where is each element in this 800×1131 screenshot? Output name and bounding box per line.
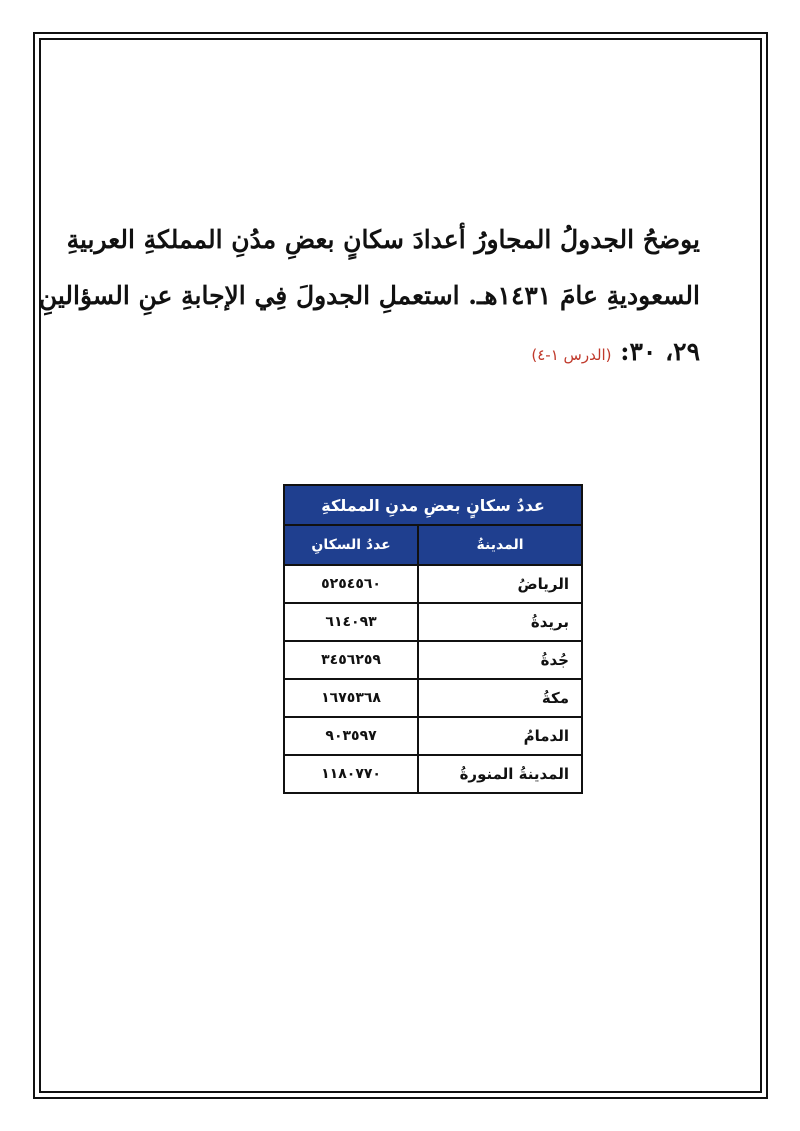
population-cell: ٥٢٥٤٥٦٠ — [284, 565, 418, 603]
city-cell: جُدةُ — [418, 641, 582, 679]
table-row — [284, 565, 582, 603]
table-row — [284, 679, 582, 717]
city-cell: الرياضُ — [418, 565, 582, 603]
intro-paragraph — [38, 212, 700, 383]
population-cell: ٣٤٥٦٢٥٩ — [284, 641, 418, 679]
intro-line-3 — [100, 324, 700, 383]
population-table — [283, 484, 583, 794]
population-cell: ١٦٧٥٣٦٨ — [284, 679, 418, 717]
table-row — [284, 717, 582, 755]
lesson-reference: (الدرس ١-٤) — [531, 346, 612, 364]
intro-line-2: السعوديةِ عامَ ١٤٣١هـ. استعملِ الجدولَ فِي الإجابةِ عنِ السؤالينِ — [38, 281, 700, 310]
table-row — [284, 603, 582, 641]
table-caption: عددُ سكانٍ بعضِ مدنِ المملكةِ — [284, 485, 582, 525]
city-cell: المدينةُ المنورةُ — [418, 755, 582, 793]
population-cell: ٦١٤٠٩٣ — [284, 603, 418, 641]
city-cell: الدمامُ — [418, 717, 582, 755]
header-population: عددُ السكانِ — [284, 525, 418, 565]
table-row — [284, 641, 582, 679]
population-cell: ١١٨٠٧٧٠ — [284, 755, 418, 793]
city-cell: بريدةُ — [418, 603, 582, 641]
city-cell: مكةُ — [418, 679, 582, 717]
header-city: المدينةُ — [418, 525, 582, 565]
intro-line-1: يوضحُ الجدولُ المجاورُ أعدادَ سكانٍ بعضِ مدُنِ المملكةِ العربيةِ — [66, 225, 700, 254]
table-row — [284, 755, 582, 793]
question-numbers: ٢٩، ٣٠: — [620, 337, 700, 366]
population-cell: ٩٠٣٥٩٧ — [284, 717, 418, 755]
